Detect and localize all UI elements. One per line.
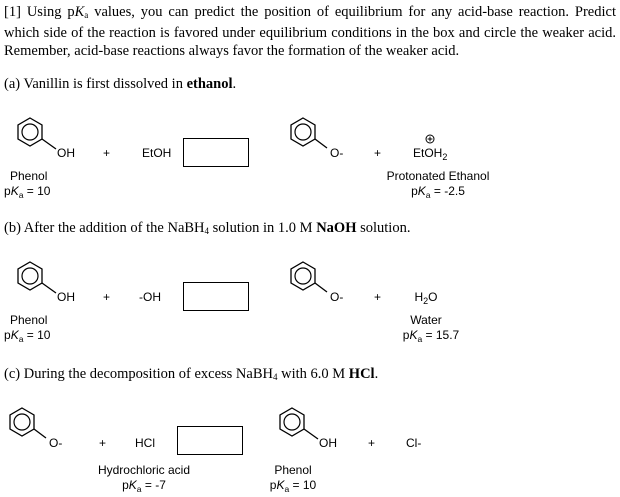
plus-sign: + (103, 290, 111, 304)
hydroxide-reagent: -OH (139, 290, 161, 304)
equilibrium-answer-box[interactable] (177, 426, 243, 455)
phenoxide-group: O- (49, 436, 63, 450)
hcl-name: Hydrochloric acid (97, 463, 191, 477)
equilibrium-answer-box[interactable] (183, 282, 249, 311)
protonated-ethanol-pka: $pK_a = -2.5$ (411, 184, 465, 200)
water-name: Water (410, 313, 442, 327)
plus-sign: + (374, 146, 382, 160)
hcl-pka: $pK_a = -7$ (122, 478, 166, 494)
hcl-reagent: HCl (135, 436, 155, 450)
protonated-ethanol-name: Protonated Ethanol (386, 169, 490, 183)
chloride-product: Cl- (406, 436, 422, 450)
instructions: [1] Using $pK_a$ values, you can predict the position of equilibrium for any acid-base reaction. Predict which side of the reaction is favored under equilibrium conditions in the box and circle the weaker acid. Remember, acid-base reactions always favor the formation of the weaker acid. (4, 4, 616, 59)
question-number: [1] (4, 4, 21, 20)
phenol-name: Phenol (10, 169, 48, 183)
hydroxyl-group: OH (57, 290, 75, 304)
water-formula: $H_2O$ (414, 290, 438, 306)
plus-sign: + (103, 146, 111, 160)
part-a-label: (a) Vanillin is first dissolved in ethanol. (4, 76, 237, 92)
protonated-ethanol-formula: EtOH$_2$ (413, 146, 448, 162)
phenol-pka: $pK_a = 10$ (4, 184, 51, 200)
phenol-name: Phenol (274, 463, 312, 477)
phenoxide-group: O- (330, 146, 344, 160)
plus-sign: + (368, 436, 376, 450)
phenol-name: Phenol (10, 313, 48, 327)
plus-sign: + (374, 290, 382, 304)
phenol-pka: $pK_a = 10$ (4, 328, 51, 344)
hydroxyl-group: OH (319, 436, 337, 450)
equilibrium-answer-box[interactable] (183, 138, 249, 167)
phenol-pka: $pK_a = 10$ (269, 478, 317, 494)
phenoxide-group: O- (330, 290, 344, 304)
hydroxyl-group: OH (57, 146, 75, 160)
part-c-label: (c) During the decomposition of excess NaBH$_4$ with 6.0 M HCl. (4, 366, 379, 382)
water-pka: $pK_a = 15.7$ (402, 328, 460, 344)
part-b-label: (b) After the addition of the NaBH$_4$ solution in 1.0 M NaOH solution. (4, 220, 411, 236)
plus-sign: + (99, 436, 107, 450)
positive-charge-icon (425, 134, 437, 146)
ethanol-reagent: EtOH (142, 146, 172, 160)
